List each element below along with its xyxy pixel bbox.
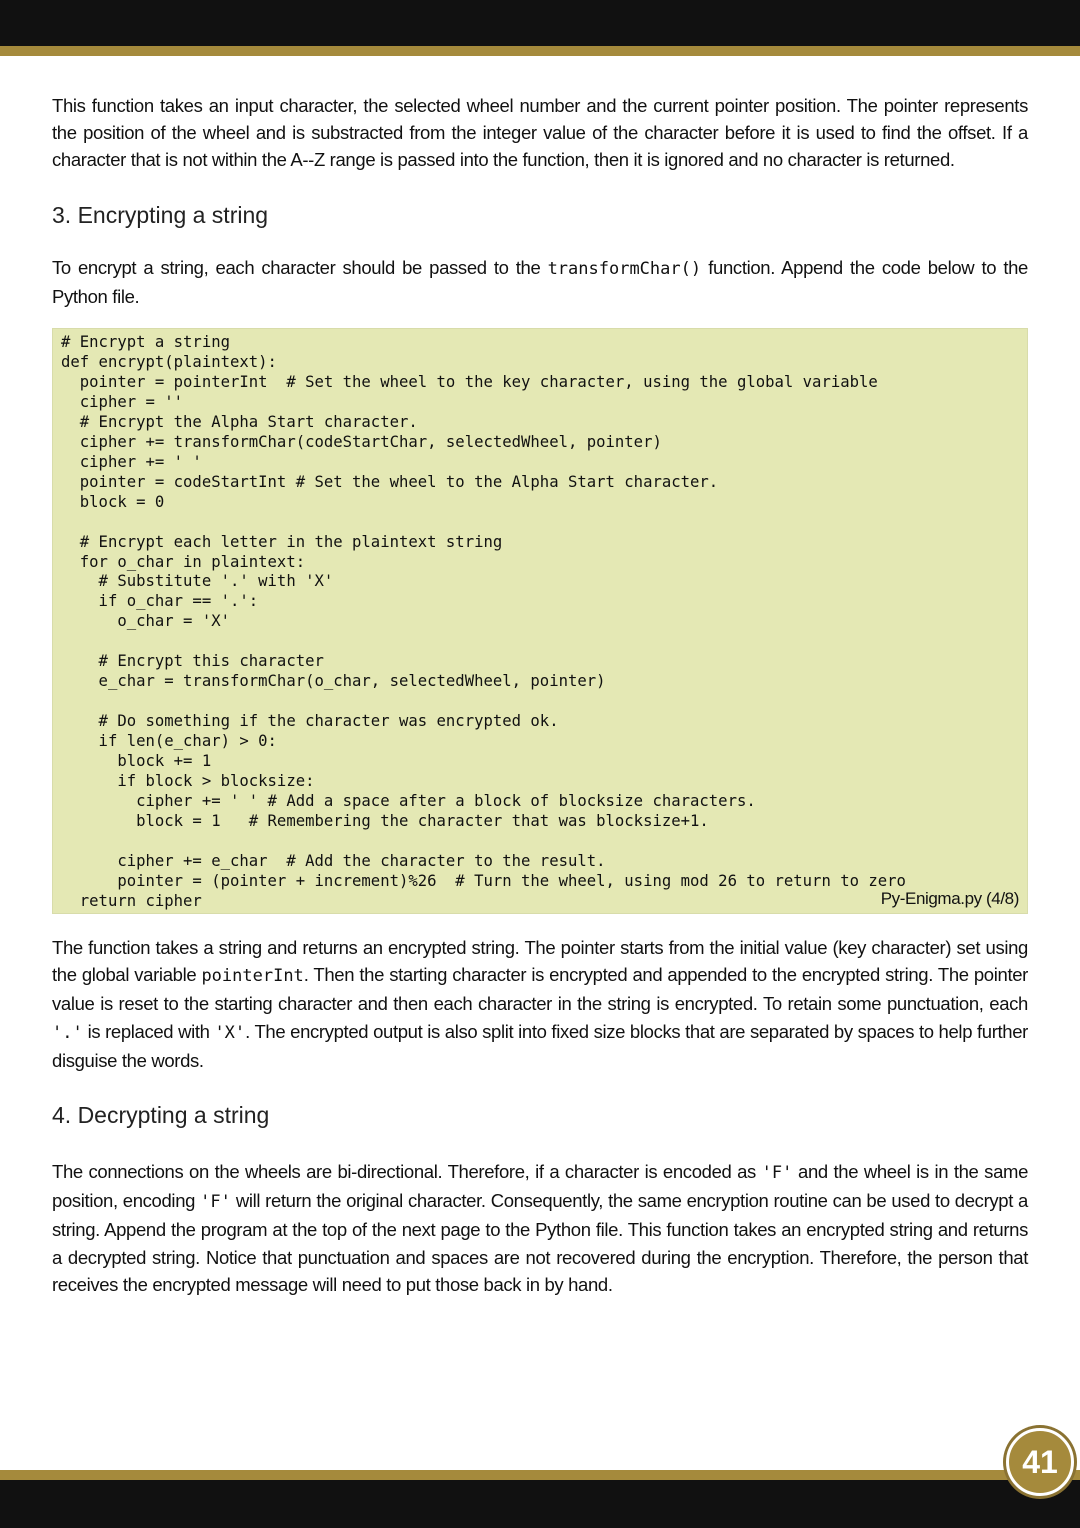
footer-bar xyxy=(0,1480,1080,1528)
text-span: . Then the starting character is encrypted and appended to the encrypted string. The pointer value is reset to the starting character and then each character in the string is encrypted. To retain some punctuation, each xyxy=(52,964,1028,1015)
text-span: To encrypt a string, each character should be passed to the xyxy=(52,256,548,278)
page-content xyxy=(52,92,1028,1298)
paragraph-encrypt-explanation xyxy=(52,934,1028,1074)
text-span: is replaced with xyxy=(82,1020,215,1042)
inline-code: 'F' xyxy=(761,1163,793,1184)
text-span: will return the original character. Consequently, the same encryption routine can be used to decrypt a string. Append the program at the top of the next page to the Python file. This function takes an encrypted string and returns a decrypted string. Notice that punctuation and spaces are not recovered during the encryption. Therefore, the person that receives the encrypted message will need to put those back in by hand. xyxy=(52,1190,1028,1295)
paragraph-decrypt-explanation xyxy=(52,1158,1028,1298)
text-span: The function takes a string and returns an encrypted string. The pointer starts from the initial value (key character) set using the global variable xyxy=(52,937,1028,986)
text-span: . The encrypted output is also split into fixed size blocks that are separated by spaces to help further disguise the words. xyxy=(52,1020,1028,1071)
paragraph-encrypt-intro xyxy=(52,254,1028,310)
inline-code: transformChar() xyxy=(547,258,702,279)
text-span: function. Append the code below to the Python file. xyxy=(52,256,1028,307)
page-number-badge: 41 xyxy=(1006,1428,1074,1496)
header-bar xyxy=(0,0,1080,46)
paragraph-transform-description: This function takes an input character, the selected wheel number and the current pointer position. The pointer represents the position of the wheel and is substracted from the integer value of the character before it is used to find the offset. If a character that is not within the A--Z range is passed into the function, then it is ignored and no character is returned. xyxy=(52,95,1028,171)
code-listing-caption: Py-Enigma.py (4/8) xyxy=(880,889,1019,909)
header-stripe xyxy=(0,46,1080,56)
inline-code: 'F' xyxy=(200,1192,231,1213)
inline-code: pointerInt xyxy=(201,966,304,987)
inline-code: 'X' xyxy=(214,1022,246,1043)
code-listing-text: # Encrypt a string def encrypt(plaintext): pointer = pointerInt # Set the wheel to the key character, using the global variable cipher = '' # Encrypt the Alpha Start character. cipher += transformChar(codeStartChar, selectedWheel, pointer) cipher += ' ' pointer = codeStartInt # Set the wheel to the Alpha Start character. block = 0 # Encrypt each letter in the plaintext string for o_char in plaintext: # Substitute '.' with 'X' if o_char == '.': o_char = 'X' # Encrypt this character e_char = transformChar(o_char, selectedWheel, pointer) # Do something if the character was encrypted ok. if len(e_char) > 0: block += 1 if block > blocksize: cipher += ' ' # Add a space after a block of blocksize characters. block = 1 # Remembering the character that was blocksize+1. cipher += e_char # Add the character to the result. pointer = (pointer + increment)%26 # Turn the wheel, using mod 26 to return to zero return cipher xyxy=(61,333,906,910)
code-listing xyxy=(52,328,1028,914)
inline-code: '.' xyxy=(52,1022,83,1043)
footer-stripe xyxy=(0,1470,1080,1480)
text-span: and the wheel is in the same position, encoding xyxy=(52,1161,1029,1212)
section-heading-encrypting: 3. Encrypting a string xyxy=(52,201,269,228)
section-heading-decrypting: 4. Decrypting a string xyxy=(52,1102,270,1129)
text-span: The connections on the wheels are bi-directional. Therefore, if a character is encoded as xyxy=(52,1161,762,1183)
